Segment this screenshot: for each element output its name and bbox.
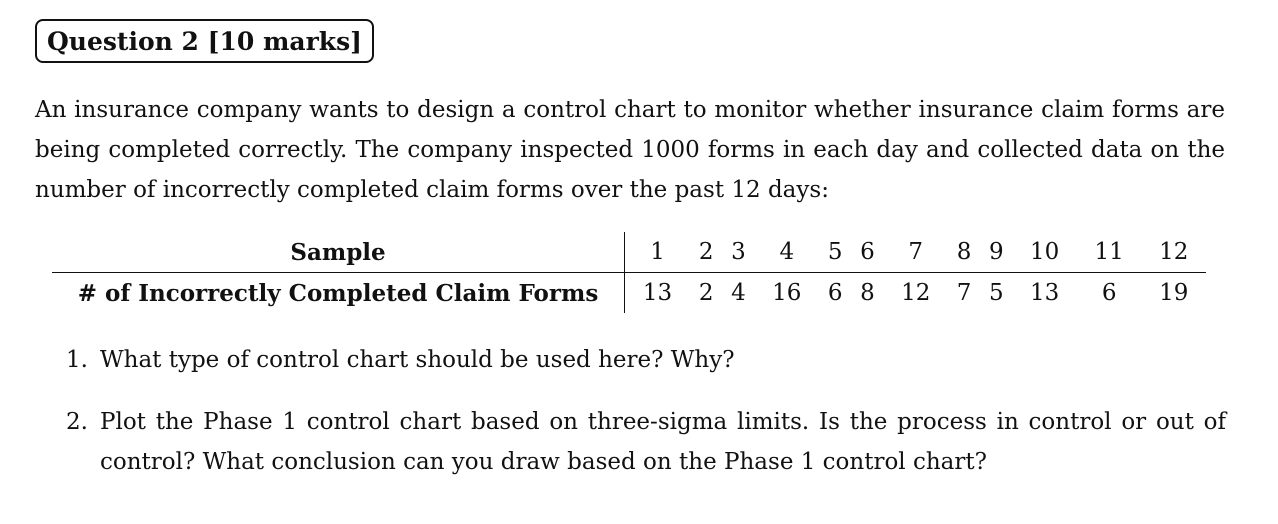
- question-title: Question 2 [10 marks]: [47, 27, 363, 56]
- count-cell: 13: [642, 280, 673, 306]
- list-item: [66, 340, 1226, 380]
- question-title-box: [35, 19, 374, 63]
- list-item-number: 1.: [66, 347, 88, 373]
- sample-cell: 8: [948, 232, 980, 273]
- count-cell: 5: [989, 280, 1004, 306]
- sample-cell: 5: [819, 232, 851, 273]
- count-cell: 12: [901, 280, 931, 306]
- counts-row-label: # of Incorrectly Completed Claim Forms: [52, 273, 625, 314]
- list-item-text: Plot the Phase 1 control chart based on three-sigma limits. Is the process in control or out of: [100, 409, 1226, 435]
- sample-cell: 7: [884, 232, 948, 273]
- count-cell: 7: [956, 280, 972, 306]
- count-cell: 13: [1030, 280, 1060, 306]
- sample-cell: 9: [980, 232, 1012, 273]
- sample-cell: 3: [722, 232, 754, 273]
- sample-cell: 10: [1012, 232, 1076, 273]
- intro-line-3: number of incorrectly completed claim forms over the past 12 days:: [35, 177, 829, 203]
- sample-cell: 6: [851, 232, 883, 273]
- count-cell: 8: [860, 280, 875, 306]
- sample-cell: 1: [625, 232, 691, 273]
- count-cell: 6: [1101, 280, 1117, 306]
- count-cell: 4: [731, 280, 746, 306]
- count-cell: 19: [1159, 280, 1189, 306]
- list-item-number: 2.: [66, 409, 88, 435]
- count-cell: 16: [772, 280, 802, 306]
- sample-cell: 12: [1141, 232, 1206, 273]
- list-item-text: control? What conclusion can you draw based on the Phase 1 control chart?: [100, 449, 987, 475]
- table-row-sample: [52, 232, 1206, 273]
- intro-line-2: being completed correctly. The company inspected 1000 forms in each day and collected data on the: [35, 137, 1225, 163]
- list-item: [66, 402, 1226, 482]
- count-cell: 2: [698, 280, 714, 306]
- sample-cell: 2: [690, 232, 722, 273]
- data-table: [52, 232, 1206, 313]
- list-item-text: What type of control chart should be used here? Why?: [100, 347, 735, 373]
- table-row-counts: [52, 273, 1206, 314]
- sample-cell: 11: [1077, 232, 1141, 273]
- sample-cell: 4: [755, 232, 819, 273]
- intro-line-1: An insurance company wants to design a control chart to monitor whether insurance claim forms are: [35, 97, 1225, 123]
- count-cell: 6: [827, 280, 843, 306]
- question-list: [66, 340, 1226, 482]
- sample-row-label: Sample: [52, 232, 625, 273]
- intro-paragraph: [35, 90, 1225, 210]
